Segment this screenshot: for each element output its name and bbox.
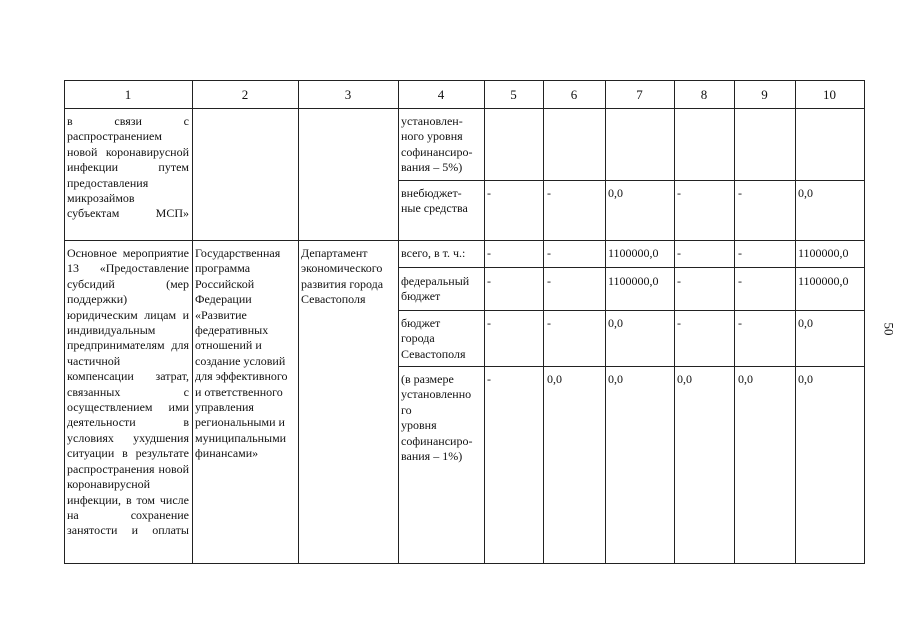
value-cell: -	[677, 186, 681, 200]
header-cell: 2	[241, 87, 249, 102]
header-cell: 7	[636, 87, 643, 102]
col-divider	[484, 80, 485, 564]
value-cell: -	[738, 186, 742, 200]
value-cell: 0,0	[547, 372, 562, 386]
value-cell: -	[547, 316, 551, 330]
source-cell: бюджет города Севастополя	[401, 316, 466, 361]
value-cell: -	[487, 246, 491, 260]
measure-description-cell: Основное мероприятие 13 «Предоставление субсидий (мер поддержки) юридическим лицам и индивидуальным предпринимателям для частичной компенсации затрат, связанных с осуществлением ими деятельности в условиях ухудшения ситуации в результате распространения новой коронавирусной инфекции, в том числе на сохранение занятости и оплаты	[67, 246, 189, 538]
col-divider	[795, 80, 796, 564]
source-cell: федеральный бюджет	[401, 274, 470, 304]
table-border-right	[864, 80, 865, 564]
value-cell: -	[738, 274, 742, 288]
header-cell: 4	[437, 87, 445, 102]
table-border-top	[64, 80, 865, 81]
value-cell: -	[487, 186, 491, 200]
program-cell: Государственная программа Российской Федерации «Развитие федеративных отношений и создание условий для эффективного и ответственного управления региональными и муниципальными финансами»	[195, 246, 288, 461]
col-divider	[674, 80, 675, 564]
value-cell: 1100000,0	[608, 274, 659, 288]
value-cell: -	[547, 246, 551, 260]
value-cell: 0,0	[738, 372, 753, 386]
value-cell: -	[677, 274, 681, 288]
value-cell: -	[738, 246, 742, 260]
measure-description-cell: в связи с распространением новой коронавирусной инфекции путем предоставления микрозаймов субъектам МСП»	[67, 114, 189, 221]
header-cell: 6	[570, 87, 578, 102]
block-divider	[64, 240, 865, 241]
value-cell: -	[487, 372, 491, 386]
source-cell: установлен- ного уровня софинансиро- вания – 5%)	[401, 114, 473, 175]
page-number: 50	[881, 322, 897, 336]
value-cell: 0,0	[677, 372, 692, 386]
col-divider	[734, 80, 735, 564]
value-cell: -	[487, 274, 491, 288]
header-cell: 8	[700, 87, 708, 102]
header-cell: 3	[344, 87, 352, 102]
header-cell: 1	[124, 87, 132, 102]
value-cell: -	[547, 274, 551, 288]
header-cell: 5	[510, 87, 517, 102]
value-cell: 0,0	[608, 316, 623, 330]
col-divider	[605, 80, 606, 564]
header-divider	[64, 108, 865, 109]
value-cell: 0,0	[798, 316, 813, 330]
col-divider	[398, 80, 399, 564]
value-cell: -	[547, 186, 551, 200]
value-cell: -	[738, 316, 742, 330]
header-cell: 9	[761, 87, 768, 102]
value-cell: -	[677, 246, 681, 260]
value-cell: 1100000,0	[798, 274, 849, 288]
source-cell: всего, в т. ч.:	[401, 246, 466, 260]
source-cell: (в размере установленно го уровня софинансиро- вания – 1%)	[401, 372, 473, 464]
table-border-bottom	[64, 563, 865, 564]
value-cell: -	[677, 316, 681, 330]
value-cell: 0,0	[798, 372, 813, 386]
value-cell: 1100000,0	[608, 246, 659, 260]
source-cell: внебюджет- ные средства	[401, 186, 468, 216]
value-cell: -	[487, 316, 491, 330]
header-cell: 10	[823, 87, 836, 102]
executor-cell: Департамент экономического развития города Севастополя	[301, 246, 384, 307]
col-divider	[543, 80, 544, 564]
value-cell: 0,0	[608, 186, 623, 200]
value-cell: 0,0	[798, 186, 813, 200]
value-cell: 0,0	[608, 372, 623, 386]
table-border-left	[64, 80, 65, 564]
col-divider	[298, 80, 299, 564]
col-divider	[192, 80, 193, 564]
value-cell: 1100000,0	[798, 246, 849, 260]
